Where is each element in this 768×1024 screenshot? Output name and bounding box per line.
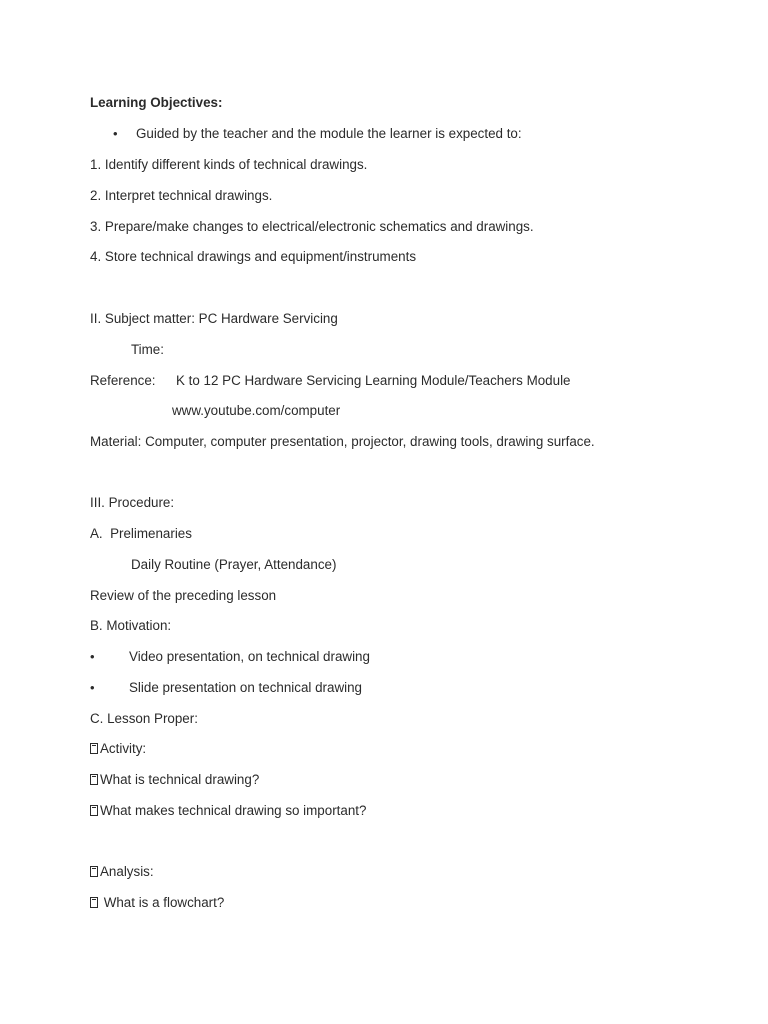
motivation-item-1: Video presentation, on technical drawing	[129, 649, 370, 664]
lesson-proper-heading: C. Lesson Proper:	[90, 711, 198, 726]
daily-routine: Daily Routine (Prayer, Attendance)	[131, 557, 337, 572]
question-2-line	[90, 802, 366, 820]
subject-matter: II. Subject matter: PC Hardware Servicing	[90, 311, 338, 326]
objectives-intro: Guided by the teacher and the module the learner is expected to:	[136, 126, 522, 141]
bullet-icon: •	[90, 680, 95, 695]
activity-line	[90, 740, 146, 758]
objectives-heading: Learning Objectives:	[90, 95, 223, 110]
question-1: What is technical drawing?	[100, 772, 260, 787]
bullet-icon: •	[90, 649, 95, 664]
review-line: Review of the preceding lesson	[90, 588, 277, 603]
procedure-heading: III. Procedure:	[90, 495, 175, 510]
reference-url: www.youtube.com/computer	[172, 403, 341, 418]
preliminaries-heading: A. Prelimenaries	[90, 526, 192, 541]
objective-item-4: 4. Store technical drawings and equipment/instruments	[90, 249, 417, 264]
question-3: What is a flowchart?	[100, 895, 225, 910]
question-2: What makes technical drawing so important?	[100, 803, 367, 818]
question-1-line	[90, 771, 259, 789]
activity-label: Activity:	[100, 741, 147, 756]
objective-item-1: 1. Identify different kinds of technical drawings.	[90, 157, 368, 172]
material-line: Material: Computer, computer presentation, projector, drawing tools, drawing surface.	[90, 434, 595, 449]
motivation-heading: B. Motivation:	[90, 618, 172, 633]
objective-item-3: 3. Prepare/make changes to electrical/electronic schematics and drawings.	[90, 219, 534, 234]
missing-glyph-icon	[90, 743, 98, 754]
objective-item-2: 2. Interpret technical drawings.	[90, 188, 273, 203]
question-3-line	[90, 894, 224, 912]
reference-value: K to 12 PC Hardware Servicing Learning Module/Teachers Module	[176, 373, 571, 388]
reference-label: Reference:	[90, 373, 156, 388]
analysis-line	[90, 863, 154, 881]
time-label: Time:	[131, 342, 164, 357]
analysis-label: Analysis:	[100, 864, 154, 879]
motivation-item-2: Slide presentation on technical drawing	[129, 680, 362, 695]
missing-glyph-icon	[90, 866, 98, 877]
missing-glyph-icon	[90, 774, 98, 785]
missing-glyph-icon	[90, 805, 98, 816]
missing-glyph-icon	[90, 897, 98, 908]
bullet-icon: •	[113, 126, 118, 141]
